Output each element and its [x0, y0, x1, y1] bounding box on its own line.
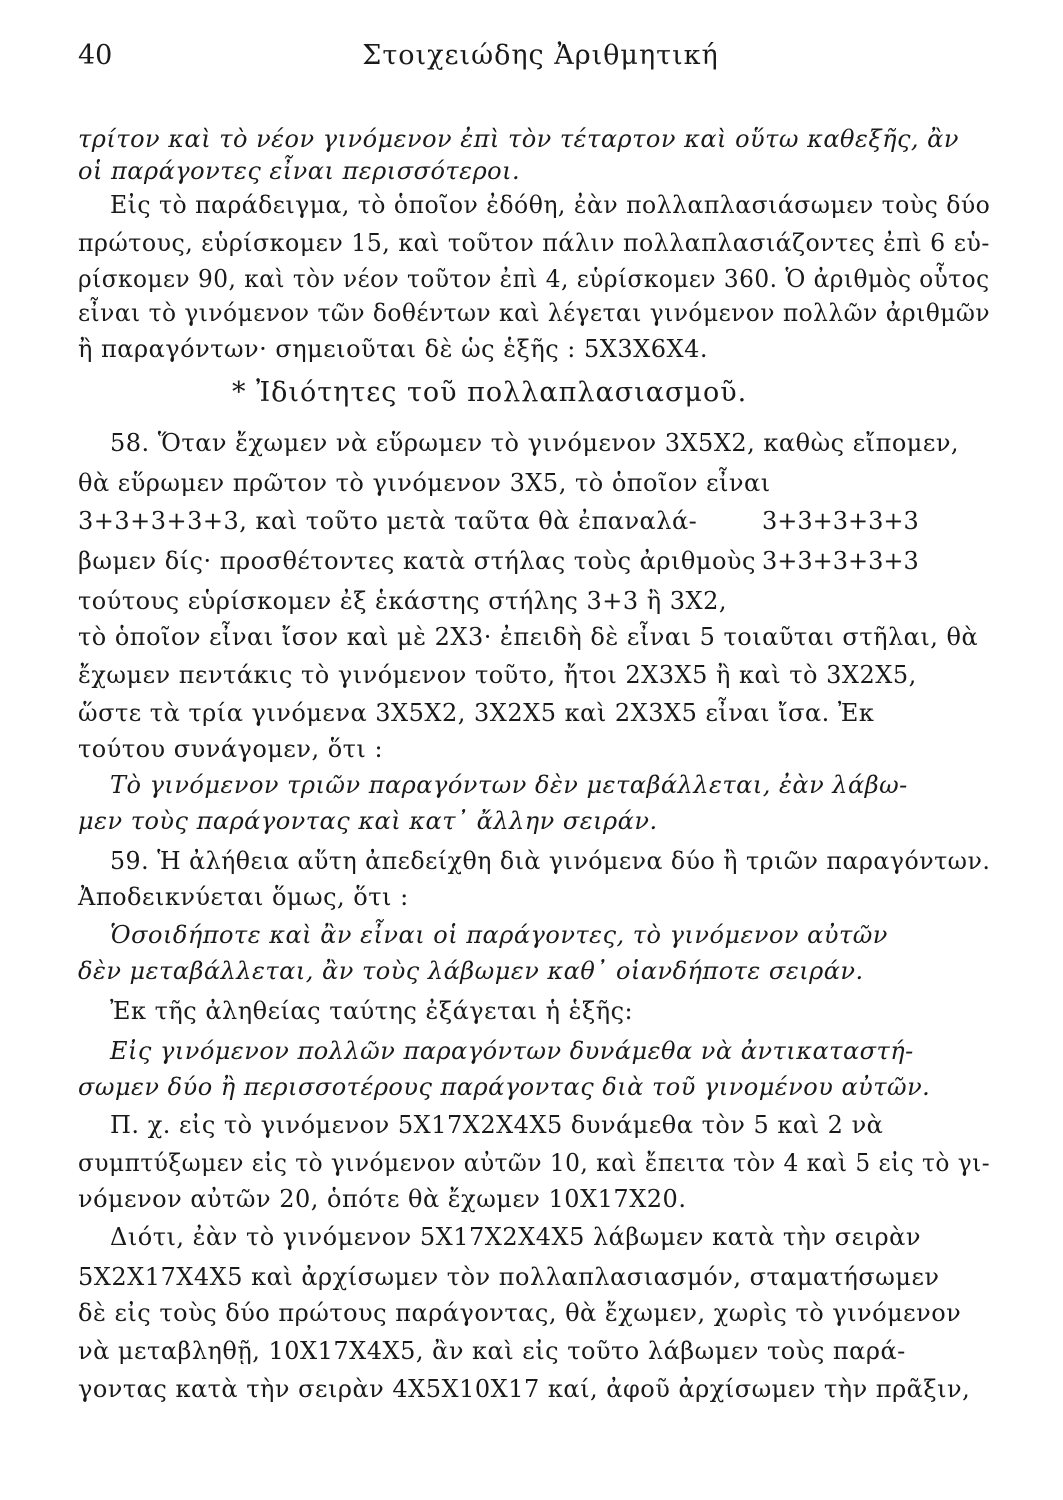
running-title: Στοιχειώδης Ἀριθμητική [362, 40, 719, 71]
text-line: συμπτύξωμεν εἰς τὸ γινόμενον αὐτῶν 10, καὶ ἔπειτα τὸν 4 καὶ 5 εἰς τὸ γι- [78, 1149, 991, 1177]
theorem-line: μεν τοὺς παράγοντας καὶ κατ᾽ ἄλλην σειράν. [78, 807, 658, 835]
section-heading: * Ἰδιότητες τοῦ πολλαπλασιασμοῦ. [232, 377, 748, 408]
text-line: βωμεν δίς· προσθέτοντες κατὰ στήλας τοὺς ἀριθμοὺς [78, 547, 756, 575]
text-line: ὥστε τὰ τρία γινόμενα 3Χ5Χ2, 3Χ2Χ5 καὶ 2Χ3Χ5 εἶναι ἴσα. Ἐκ [78, 699, 875, 727]
text-line: τὸ ὁποῖον εἶναι ἴσον καὶ μὲ 2Χ3· ἐπειδὴ δὲ εἶναι 5 τοιαῦται στῆλαι, θὰ [78, 623, 979, 651]
addition-row: 3+3+3+3+3 [762, 507, 919, 535]
text-line: πρώτους, εὑρίσκομεν 15, καὶ τοῦτον πάλιν πολλαπλασιάζοντες ἐπὶ 6 εὑ- [78, 229, 990, 257]
theorem-line: δὲν μεταβάλλεται, ἂν τοὺς λάβωμεν καθ᾽ οἱανδήποτε σειράν. [78, 957, 864, 985]
text-line: 59. Ἡ ἀλήθεια αὕτη ἀπεδείχθη διὰ γινόμενα δύο ἢ τριῶν παραγόντων. [110, 847, 991, 875]
theorem-line: σωμεν δύο ἢ περισσοτέρους παράγοντας διὰ τοῦ γινομένου αὐτῶν. [78, 1073, 931, 1101]
text-line: εἶναι τὸ γινόμενον τῶν δοθέντων καὶ λέγεται γινόμενον πολλῶν ἀριθμῶν [78, 299, 991, 327]
page-header [78, 40, 1003, 80]
theorem-line: Εἰς γινόμενον πολλῶν παραγόντων δυνάμεθα νὰ ἀντικαταστή- [110, 1037, 914, 1065]
text-line: ἢ παραγόντων· σημειοῦται δὲ ὡς ἑξῆς : 5Χ3Χ6Χ4. [78, 335, 708, 363]
page-number: 40 [78, 40, 113, 71]
text-line: τούτου συνάγομεν, ὅτι : [78, 735, 384, 763]
text-line: νόμενον αὐτῶν 20, ὁπότε θὰ ἔχωμεν 10Χ17Χ20. [78, 1185, 687, 1213]
text-line: Διότι, ἐὰν τὸ γινόμενον 5Χ17Χ2Χ4Χ5 λάβωμεν κατὰ τὴν σειρὰν [110, 1223, 921, 1251]
text-line: γοντας κατὰ τὴν σειρὰν 4Χ5Χ10Χ17 καί, ἀφοῦ ἀρχίσωμεν τὴν πρᾶξιν, [78, 1375, 971, 1403]
text-line: Ἀποδεικνύεται ὅμως, ὅτι : [78, 883, 409, 911]
text-line: Ἐκ τῆς ἀληθείας ταύτης ἐξάγεται ἡ ἑξῆς: [110, 997, 634, 1025]
text-line: Π. χ. εἰς τὸ γινόμενον 5Χ17Χ2Χ4Χ5 δυνάμεθα τὸν 5 καὶ 2 νὰ [110, 1111, 884, 1139]
text-line: οἱ παράγοντες εἶναι περισσότεροι. [78, 157, 521, 185]
text-line: 3+3+3+3+3, καὶ τοῦτο μετὰ ταῦτα θὰ ἐπαναλά- [78, 507, 698, 535]
text-line: ρίσκομεν 90, καὶ τὸν νέον τοῦτον ἐπὶ 4, εὑρίσκομεν 360. Ὁ ἀριθμὸς οὗτος [78, 265, 990, 293]
text-line: θὰ εὕρωμεν πρῶτον τὸ γινόμενον 3Χ5, τὸ ὁποῖον εἶναι [78, 469, 771, 497]
addition-row: 3+3+3+3+3 [762, 547, 919, 575]
text-line: νὰ μεταβληθῇ, 10Χ17Χ4Χ5, ἂν καὶ εἰς τοῦτο λάβωμεν τοὺς παρά- [78, 1337, 906, 1365]
text-line: ἔχωμεν πεντάκις τὸ γινόμενον τοῦτο, ἤτοι 2Χ3Χ5 ἢ καὶ τὸ 3Χ2Χ5, [78, 661, 917, 689]
text-line: δὲ εἰς τοὺς δύο πρώτους παράγοντας, θὰ ἔχωμεν, χωρὶς τὸ γινόμενον [78, 1299, 962, 1327]
theorem-line: Τὸ γινόμενον τριῶν παραγόντων δὲν μεταβάλλεται, ἐὰν λάβω- [110, 771, 908, 799]
text-line: Εἰς τὸ παράδειγμα, τὸ ὁποῖον ἐδόθη, ἐὰν πολλαπλασιάσωμεν τοὺς δύο [110, 191, 991, 219]
text-line: τρίτον καὶ τὸ νέον γινόμενον ἐπὶ τὸν τέταρτον καὶ οὕτω καθεξῆς, ἂν [78, 125, 959, 153]
text-line: 5Χ2Χ17Χ4Χ5 καὶ ἀρχίσωμεν τὸν πολλαπλασιασμόν, σταματήσωμεν [78, 1263, 940, 1291]
theorem-line: Ὁσοιδήποτε καὶ ἂν εἶναι οἱ παράγοντες, τὸ γινόμενον αὐτῶν [110, 921, 888, 949]
text-line: 58. Ὅταν ἔχωμεν νὰ εὕρωμεν τὸ γινόμενον 3Χ5Χ2, καθὼς εἴπομεν, [110, 429, 960, 457]
text-line: τούτους εὑρίσκομεν ἐξ ἑκάστης στήλης 3+3 ἢ 3Χ2, [78, 587, 727, 615]
